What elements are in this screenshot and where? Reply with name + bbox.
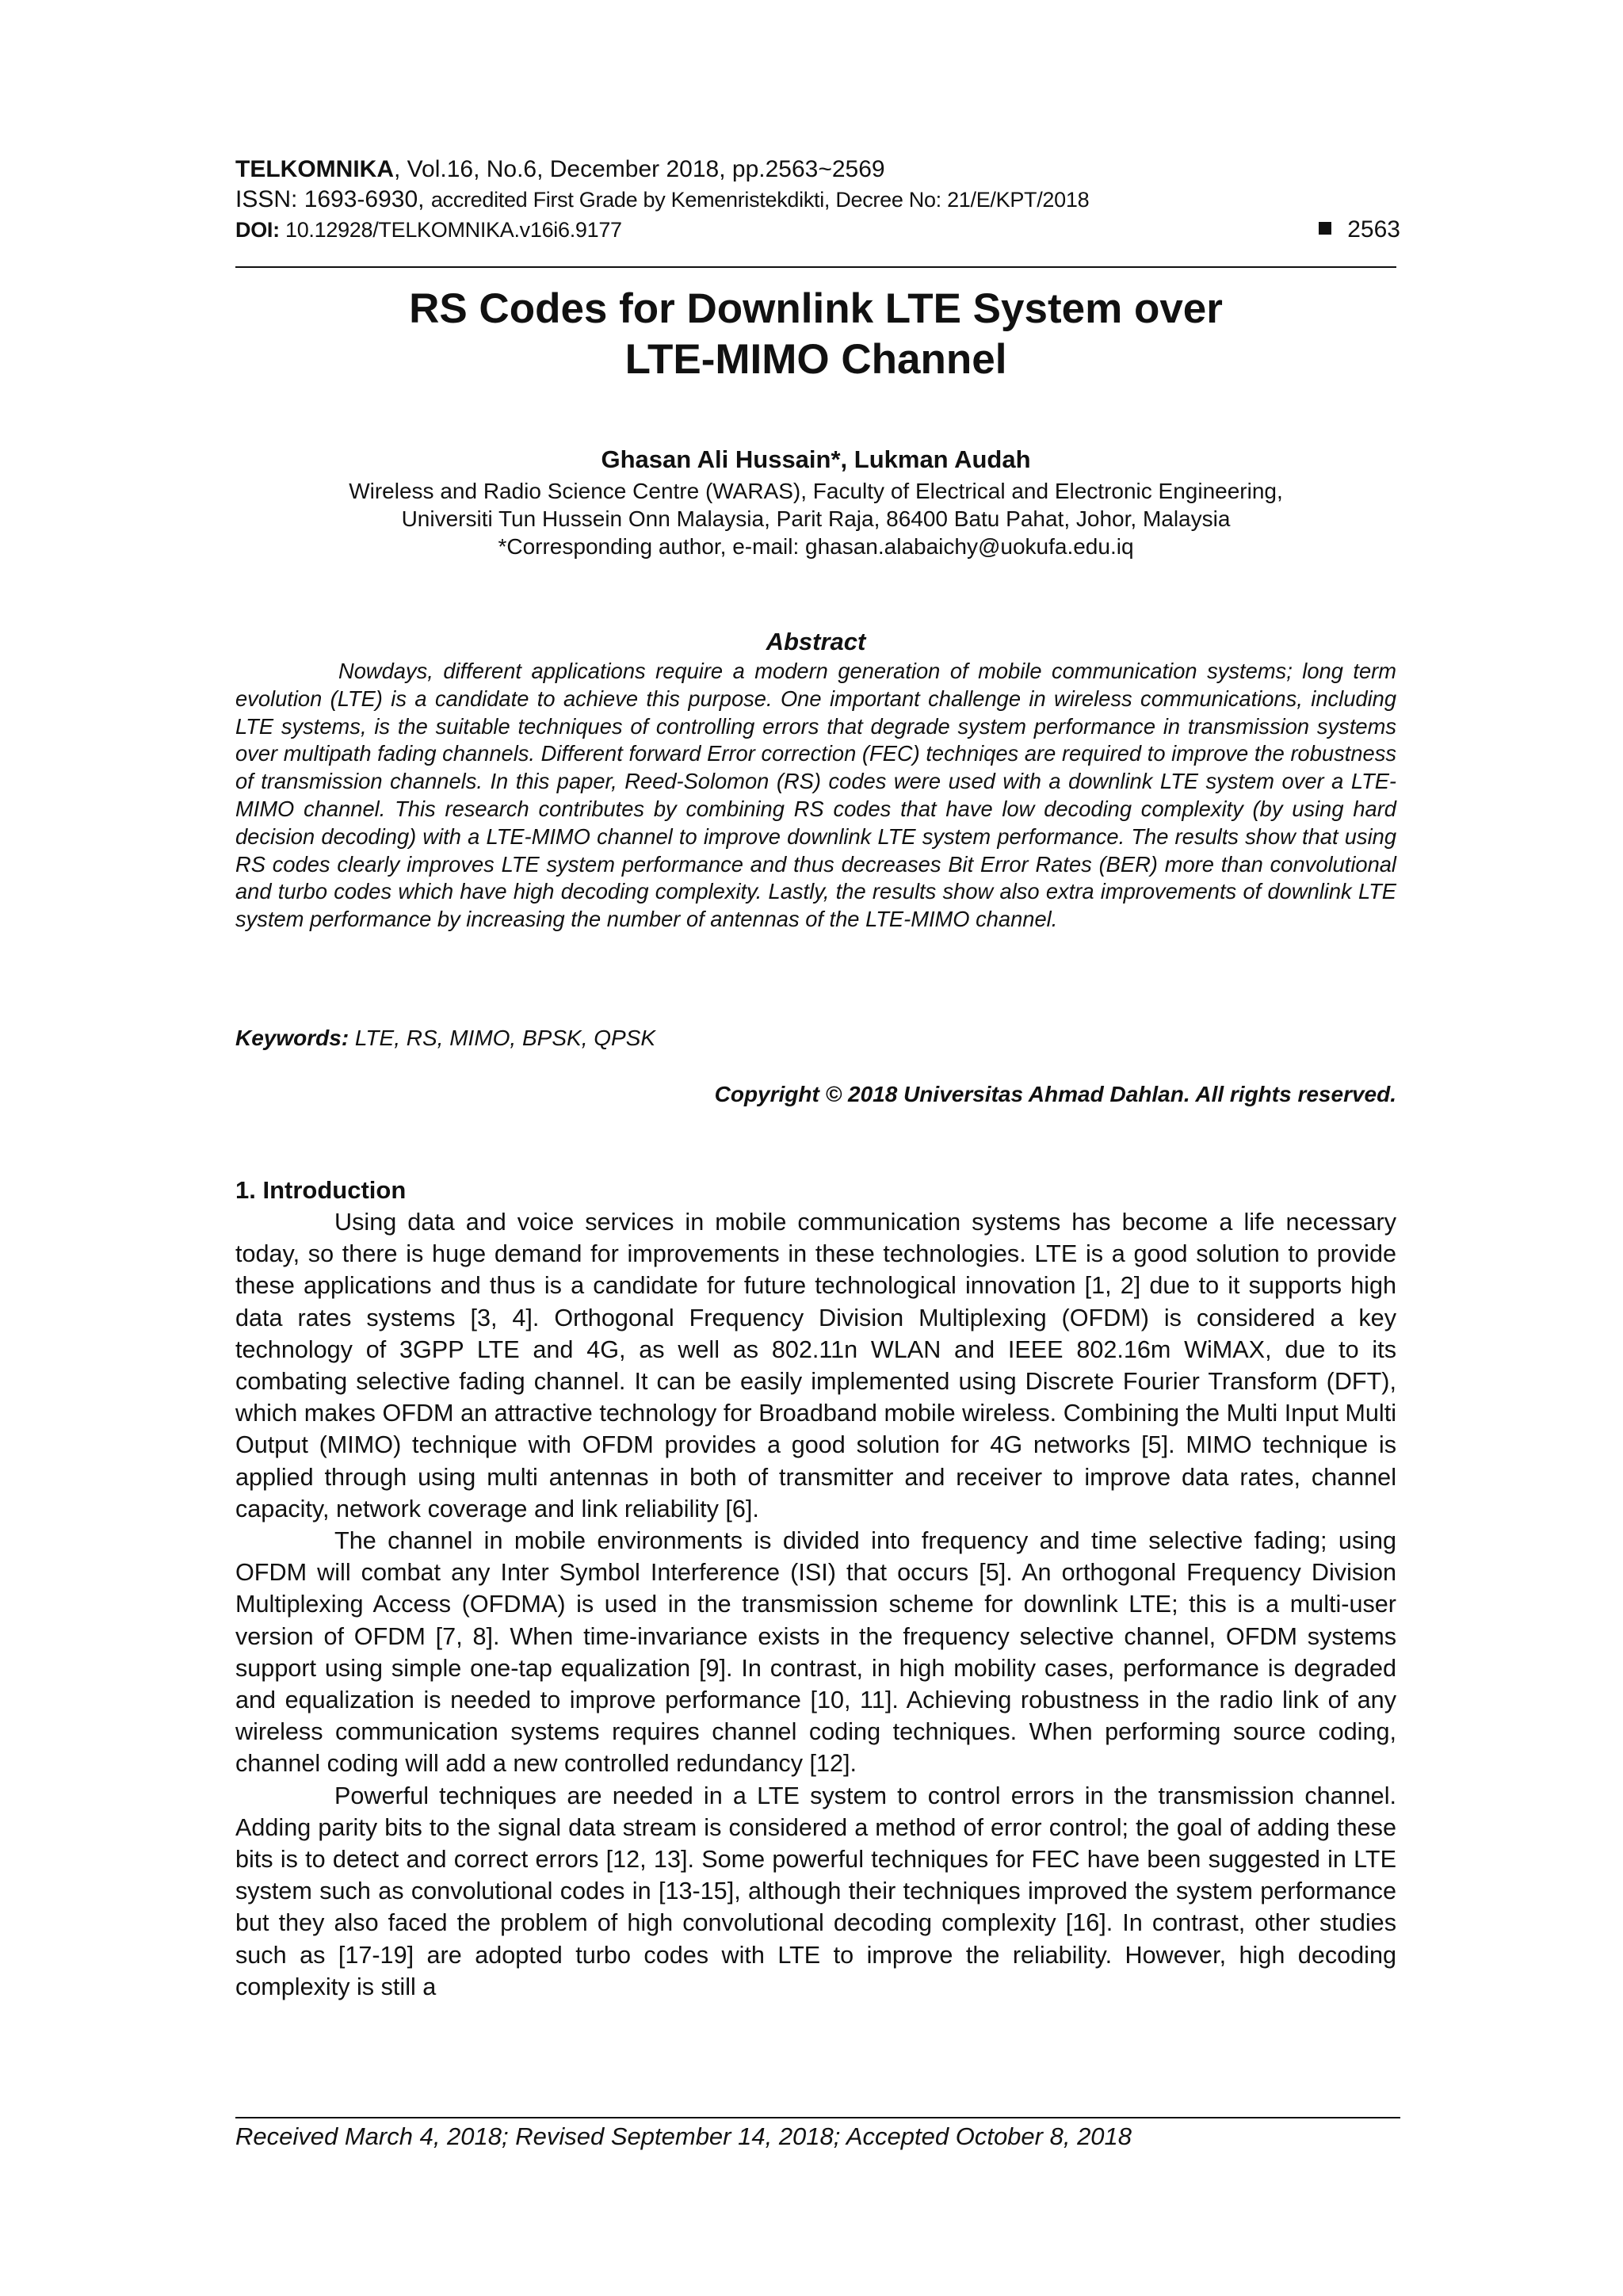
title-line-2: LTE-MIMO Channel [624,336,1007,383]
header-rule [235,266,1396,268]
journal-citation [235,155,1400,185]
journal-header [235,155,1400,245]
affiliation-line-2: Universiti Tun Hussein Onn Malaysia, Parit Raja, 86400 Batu Pahat, Johor, Malaysia [401,506,1231,531]
keywords-value: LTE, RS, MIMO, BPSK, QPSK [349,1026,656,1050]
corresponding-author: *Corresponding author, e-mail: ghasan.alabaichy@uokufa.edu.iq [498,534,1134,559]
square-bullet-icon [1319,222,1331,235]
doi-label: DOI: [235,218,285,242]
received-dates: Received March 4, 2018; Revised September 14, 2018; Accepted October 8, 2018 [235,2122,1132,2150]
doi-value: 10.12928/TELKOMNIKA.v16i6.9177 [285,218,622,242]
paragraph: Powerful techniques are needed in a LTE system to control errors in the transmission channel. Adding parity bits to the signal data stream is considered a method of error control; the goal of adding these bits is to detect and correct errors [12, 13]. Some powerful techniques for FEC have been suggested in LTE system such as convolutional codes in [13-15], although their techniques improved the system performance but they also faced the problem of high convolutional decoding complexity [16]. In contrast, other studies such as [17-19] are adopted turbo codes with LTE to improve the reliability. However, high decoding complexity is still a [235,1782,1396,2000]
affiliation-line-1: Wireless and Radio Science Centre (WARAS), Faculty of Electrical and Electronic Engineering, [349,479,1283,503]
abstract-heading: Abstract [766,628,866,655]
footer-rule [235,2117,1400,2118]
doi-line [235,215,1400,245]
volume-info: , Vol.16, No.6, December 2018, pp.2563~2569 [393,156,885,182]
keywords [235,1024,1396,1052]
title-line-1: RS Codes for Downlink LTE System over [409,285,1223,332]
paragraph: The channel in mobile environments is divided into frequency and time selective fading; using OFDM will combat any Inter Symbol Interference (ISI) that occurs [5]. An orthogonal Frequency Division Multiplexing Access (OFDMA) is used in the transmission scheme for downlink LTE; this is a multi-user version of OFDM [7, 8]. When time-invariance exists in the frequency selective channel, OFDM systems support using simple one-tap equalization [9]. In contrast, in high mobility cases, performance is degraded and equalization is needed to improve performance [10, 11]. Achieving robustness in the radio link of any wireless communication systems requires channel coding techniques. When performing source coding, channel coding will add a new controlled redundancy [12]. [235,1527,1396,1778]
journal-name: TELKOMNIKA [235,156,394,182]
abstract-text: Nowdays, different applications require a modern generation of mobile communication systems; long term evolution (LTE) is a candidate to achieve this purpose. One important challenge in wireless communications, including LTE systems, is the suitable techniques of controlling errors that degrade system performance in transmission systems over multipath fading channels. Different forward Error correction (FEC) techniqes are required to improve the robustness of transmission channels. In this paper, Reed-Solomon (RS) codes were used with a downlink LTE system over a LTE-MIMO channel. This research contributes by combining RS codes that have low decoding complexity (by using hard decision decoding) with a LTE-MIMO channel to improve downlink LTE system performance. The results show that using RS codes clearly improves LTE system performance and thus decreases Bit Error Rates (BER) more than convolutional and turbo codes which have high decoding complexity. Lastly, the results show also extra improvements of downlink LTE system performance by increasing the number of antennas of the LTE-MIMO channel. [235,659,1396,932]
section-heading-introduction: 1. Introduction [235,1176,407,1204]
author-list: Ghasan Ali Hussain*, Lukman Audah [601,445,1031,473]
issn-label: ISSN: 1693-6930, [235,186,431,212]
page-number [1319,215,1400,245]
issn-line [235,185,1400,215]
introduction-body [235,1206,1396,2003]
paper-title [235,284,1396,385]
accreditation-text: accredited First Grade by Kemenristekdikti, Decree No: 21/E/KPT/2018 [430,188,1090,212]
copyright-notice: Copyright © 2018 Universitas Ahmad Dahlan. All rights reserved. [714,1082,1396,1106]
keywords-label: Keywords: [235,1026,349,1050]
page-number-text: 2563 [1347,216,1400,243]
affiliation [235,477,1396,560]
paragraph: Using data and voice services in mobile communication systems has become a life necessary today, so there is huge demand for improvements in these technologies. LTE is a good solution to provide these applications and thus is a candidate for future technological innovation [1, 2] due to it supports high data rates systems [3, 4]. Orthogonal Frequency Division Multiplexing (OFDM) is considered a key technology of 3GPP LTE and 4G, as well as 802.11n WLAN and IEEE 802.16m WiMAX, due to its combating selective fading channel. It can be easily implemented using Discrete Fourier Transform (DFT), which makes OFDM an attractive technology for Broadband mobile wireless. Combining the Multi Input Multi Output (MIMO) technique with OFDM provides a good solution for 4G networks [5]. MIMO technique is applied through using multi antennas in both of transmitter and receiver to improve data rates, channel capacity, network coverage and link reliability [6]. [235,1209,1396,1522]
